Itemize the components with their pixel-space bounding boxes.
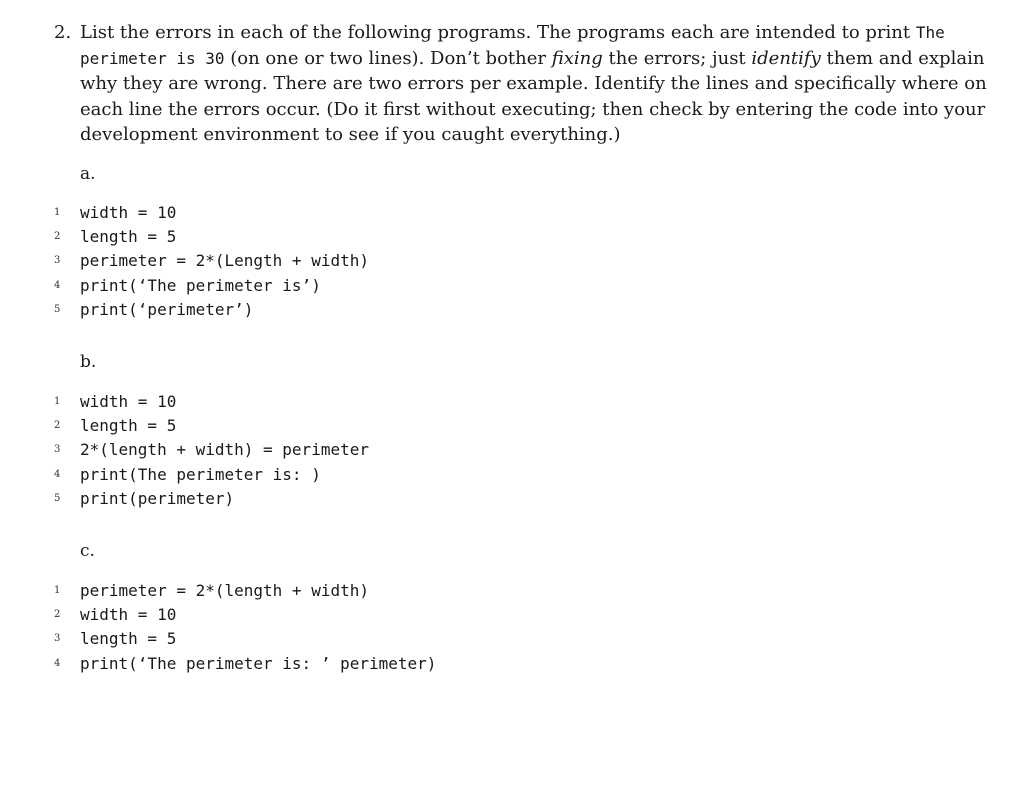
code-block-b (0, 390, 700, 511)
line-number: 1 (54, 585, 61, 596)
line-number: 1 (54, 207, 61, 218)
line-number: 3 (54, 444, 61, 456)
code-text: length = 5 (80, 629, 177, 649)
code-line (0, 487, 700, 511)
code-text: print(‘The perimeter is’) (80, 275, 321, 295)
emphasis-fixing: fixing (551, 47, 603, 69)
code-text: length = 5 (80, 227, 177, 247)
code-line (0, 438, 700, 462)
code-block-a (0, 201, 700, 322)
question-text-part: List the errors in each of the following programs. The programs each are intended to print (80, 22, 916, 43)
line-number: 5 (54, 492, 61, 504)
code-line (0, 298, 700, 322)
code-text: print(The perimeter is: ) (80, 464, 321, 484)
question-body (80, 20, 994, 148)
code-line (0, 627, 700, 651)
code-text: length = 5 (80, 416, 177, 436)
code-text: width = 10 (80, 605, 177, 625)
line-number: 5 (54, 303, 61, 315)
code-block-c (0, 579, 700, 676)
code-text: print(‘The perimeter is: ’ perimeter) (80, 653, 437, 673)
line-number: 4 (54, 279, 61, 291)
code-line (0, 414, 700, 438)
inline-code: The (915, 23, 945, 42)
question-text (54, 20, 994, 148)
code-text: perimeter = 2*(length + width) (80, 581, 369, 600)
line-number: 1 (54, 396, 61, 407)
line-number: 2 (54, 609, 61, 621)
line-number: 2 (54, 420, 61, 432)
code-text: print(perimeter) (80, 488, 235, 508)
line-number: 2 (54, 231, 61, 243)
code-line (0, 225, 700, 249)
code-line (0, 463, 700, 487)
line-number: 3 (54, 633, 61, 645)
line-number: 3 (54, 255, 61, 267)
code-line (0, 579, 700, 603)
code-line (0, 603, 700, 627)
question-number: 2. (54, 22, 72, 43)
code-line (0, 652, 700, 676)
part-label-a: a. (80, 164, 96, 184)
inline-code: perimeter is 30 (80, 48, 225, 68)
code-line (0, 274, 700, 298)
part-label-c: c. (80, 541, 95, 561)
line-number: 4 (54, 657, 61, 669)
code-text: perimeter = 2*(Length + width) (80, 251, 369, 271)
code-text: print(‘perimeter’) (80, 299, 254, 319)
code-line (0, 390, 700, 414)
code-text: 2*(length + width) = perimeter (80, 440, 369, 460)
code-line (0, 201, 700, 225)
emphasis-identify: identify (751, 47, 821, 69)
question-text-part: (on one or two lines). Don’t bother (224, 47, 552, 69)
code-text: width = 10 (80, 392, 177, 411)
part-label-b: b. (80, 352, 97, 372)
code-line (0, 249, 700, 273)
code-text: width = 10 (80, 203, 177, 222)
question-text-part: the errors; just (602, 47, 752, 69)
question-text-part: them and explain why they are wrong. There are two errors per example. Identify the lines and specifically where on each line the errors occur. (Do it first without executing; then check by entering the code into your development environment to see if you caught everything.) (80, 47, 987, 145)
line-number: 4 (54, 468, 61, 480)
